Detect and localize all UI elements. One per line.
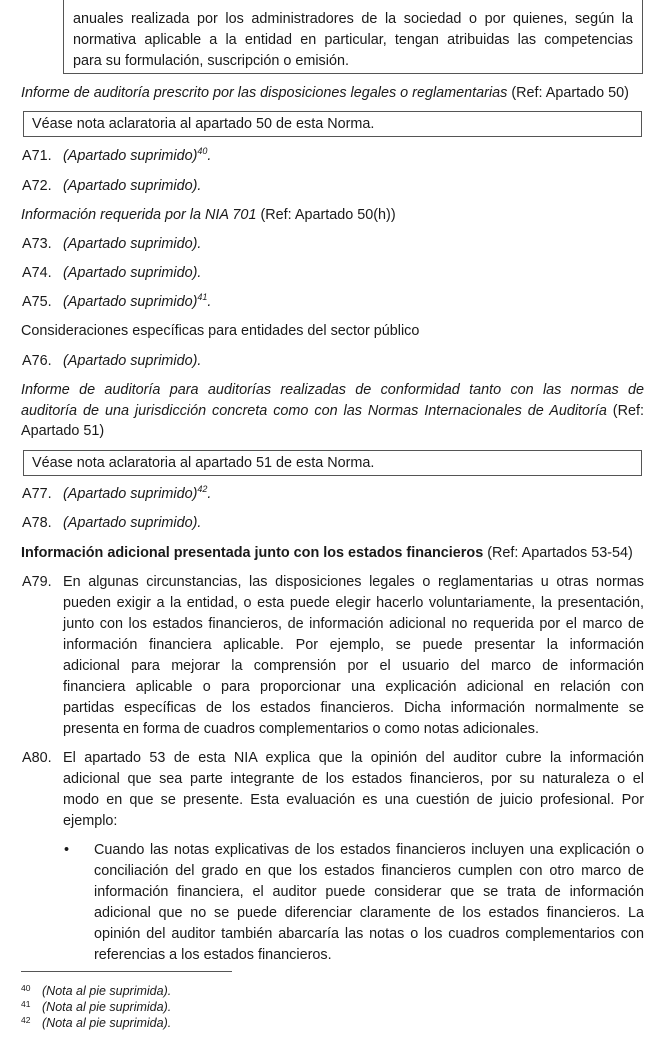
bullet-line: adicional que no se puede diferenciar claramente de los estados financieros. La [94,905,644,921]
footnote-number: 42 [21,1015,31,1025]
paragraph-a73-text: (Apartado suprimido). [63,236,202,252]
footnote-number: 41 [21,999,31,1009]
bullet-icon: • [64,842,70,858]
paragraph-a75-text: (Apartado suprimido)$^{41}$. [63,292,212,310]
paragraph-a71-text: (Apartado suprimido)$^{40}$. [63,146,212,164]
footnote-ref-42[interactable]: 42 [197,484,208,494]
paragraph-a80-line: El apartado 53 de esta NIA explica que la opinión del auditor cubre la información [63,750,644,766]
continuation-line: anuales realizada por los administradores de la sociedad o por quienes, según la [73,11,633,27]
paragraph-a76-number: A76. [22,353,52,369]
paragraph-a79-line: En algunas circunstancias, las disposiciones legales o reglamentarias u otras normas [63,574,644,590]
paragraph-a78-number: A78. [22,515,52,531]
paragraph-a72-text: (Apartado suprimido). [63,178,202,194]
bullet-line: conciliación del grado en que los estados financieros cumplen con otro marco de [94,863,644,879]
bullet-line: referencias a los estados financieros. [94,947,332,963]
bullet-line: información financiera, el auditor puede considerar que se trata de información [94,884,644,900]
section-heading-public-sector: Consideraciones específicas para entidades del sector público [21,323,420,339]
footnote-separator [21,971,232,972]
note-text-51: Véase nota aclaratoria al apartado 51 de esta Norma. [32,455,375,471]
paragraph-number: A71. [22,148,52,164]
continuation-line: para su formulación, suscripción o emisión. [73,53,349,69]
paragraph-a80-line: adicional que sea parte integrante de los estados financieros, por su naturaleza o el [63,771,644,787]
paragraph-a72-number: A72. [22,178,52,194]
bullet-line: Cuando las notas explicativas de los estados financieros incluyen una explicación o [94,842,644,858]
section-heading-51-line1: Informe de auditoría para auditorías realizadas de conformidad tanto con las normas de [21,382,644,398]
paragraph-a78-text: (Apartado suprimido). [63,515,202,531]
section-heading-50 [21,83,629,103]
paragraph-a77-text: (Apartado suprimido)$^{42}$. [63,484,212,502]
paragraph-a74-text: (Apartado suprimido). [63,265,202,281]
footnote-number: 40 [21,983,31,993]
paragraph-a79-line: pueden exigir a la entidad, o esta puede elegir hacerlo voluntariamente, la presentación, [63,595,644,611]
note-text-50: Véase nota aclaratoria al apartado 50 de esta Norma. [32,116,375,132]
paragraph-a77-number: A77. [22,486,52,502]
paragraph-a74-number: A74. [22,265,52,281]
heading-ref: (Ref: Apartado 50) [507,85,629,101]
paragraph-a73-number: A73. [22,236,52,252]
bullet-line: opinión del auditor también abarcaría las notas o los cuadros complementarios con [94,926,644,942]
section-heading-additional-info: Información adicional presentada junto con los estados financieros (Ref: Apartados 53-54) [21,545,633,561]
paragraph-a79-number: A79. [22,574,52,590]
section-heading-51-line3: Apartado 51) [21,423,105,439]
footnote-text: (Nota al pie suprimida). [42,1016,172,1030]
paragraph-a79-line: adicional para mejorar la comprensión por el usuario del marco de información [63,658,644,674]
paragraph-a76-text: (Apartado suprimido). [63,353,202,369]
footnote-ref-41[interactable]: 41 [197,292,208,302]
section-heading-51-line2: auditoría de una jurisdicción concreta como con las Normas Internacionales de Auditoría (Ref: [21,403,644,419]
paragraph-a79-line: partidas específicas de los estados financieros. Dicha información normalmente se [63,700,644,716]
paragraph-a80-line: ejemplo: [63,813,118,829]
footnote-text: (Nota al pie suprimida). [42,984,172,998]
continuation-line: normativa aplicable a la entidad en particular, tengan atribuidas las competencias [73,32,633,48]
paragraph-a79-line: financiera aplicable o para proporcionar una explicación adicional en relación con [63,679,644,695]
footnote-ref-40[interactable]: 40 [197,146,208,156]
paragraph-a79-line: presenta en forma de cuadros complementarios o como notas adicionales. [63,721,539,737]
paragraph-a80-line: modo en que se presente. Esta evaluación es una cuestión de juicio profesional. Por [63,792,644,808]
paragraph-a79-line: junto con los estados financieros, de información adicional no requerida por el marco de [63,616,644,632]
paragraph-a71 [22,146,52,166]
footnote-text: (Nota al pie suprimida). [42,1000,172,1014]
paragraph-a80-number: A80. [22,750,52,766]
section-heading-701: Información requerida por la NIA 701 (Ref: Apartado 50(h)) [21,207,396,223]
paragraph-a75-number: A75. [22,294,52,310]
paragraph-a79-line: información financiera aplicable. Por ejemplo, se puede presentar la información [63,637,644,653]
heading-text: Informe de auditoría prescrito por las disposiciones legales o reglamentarias [21,85,508,101]
